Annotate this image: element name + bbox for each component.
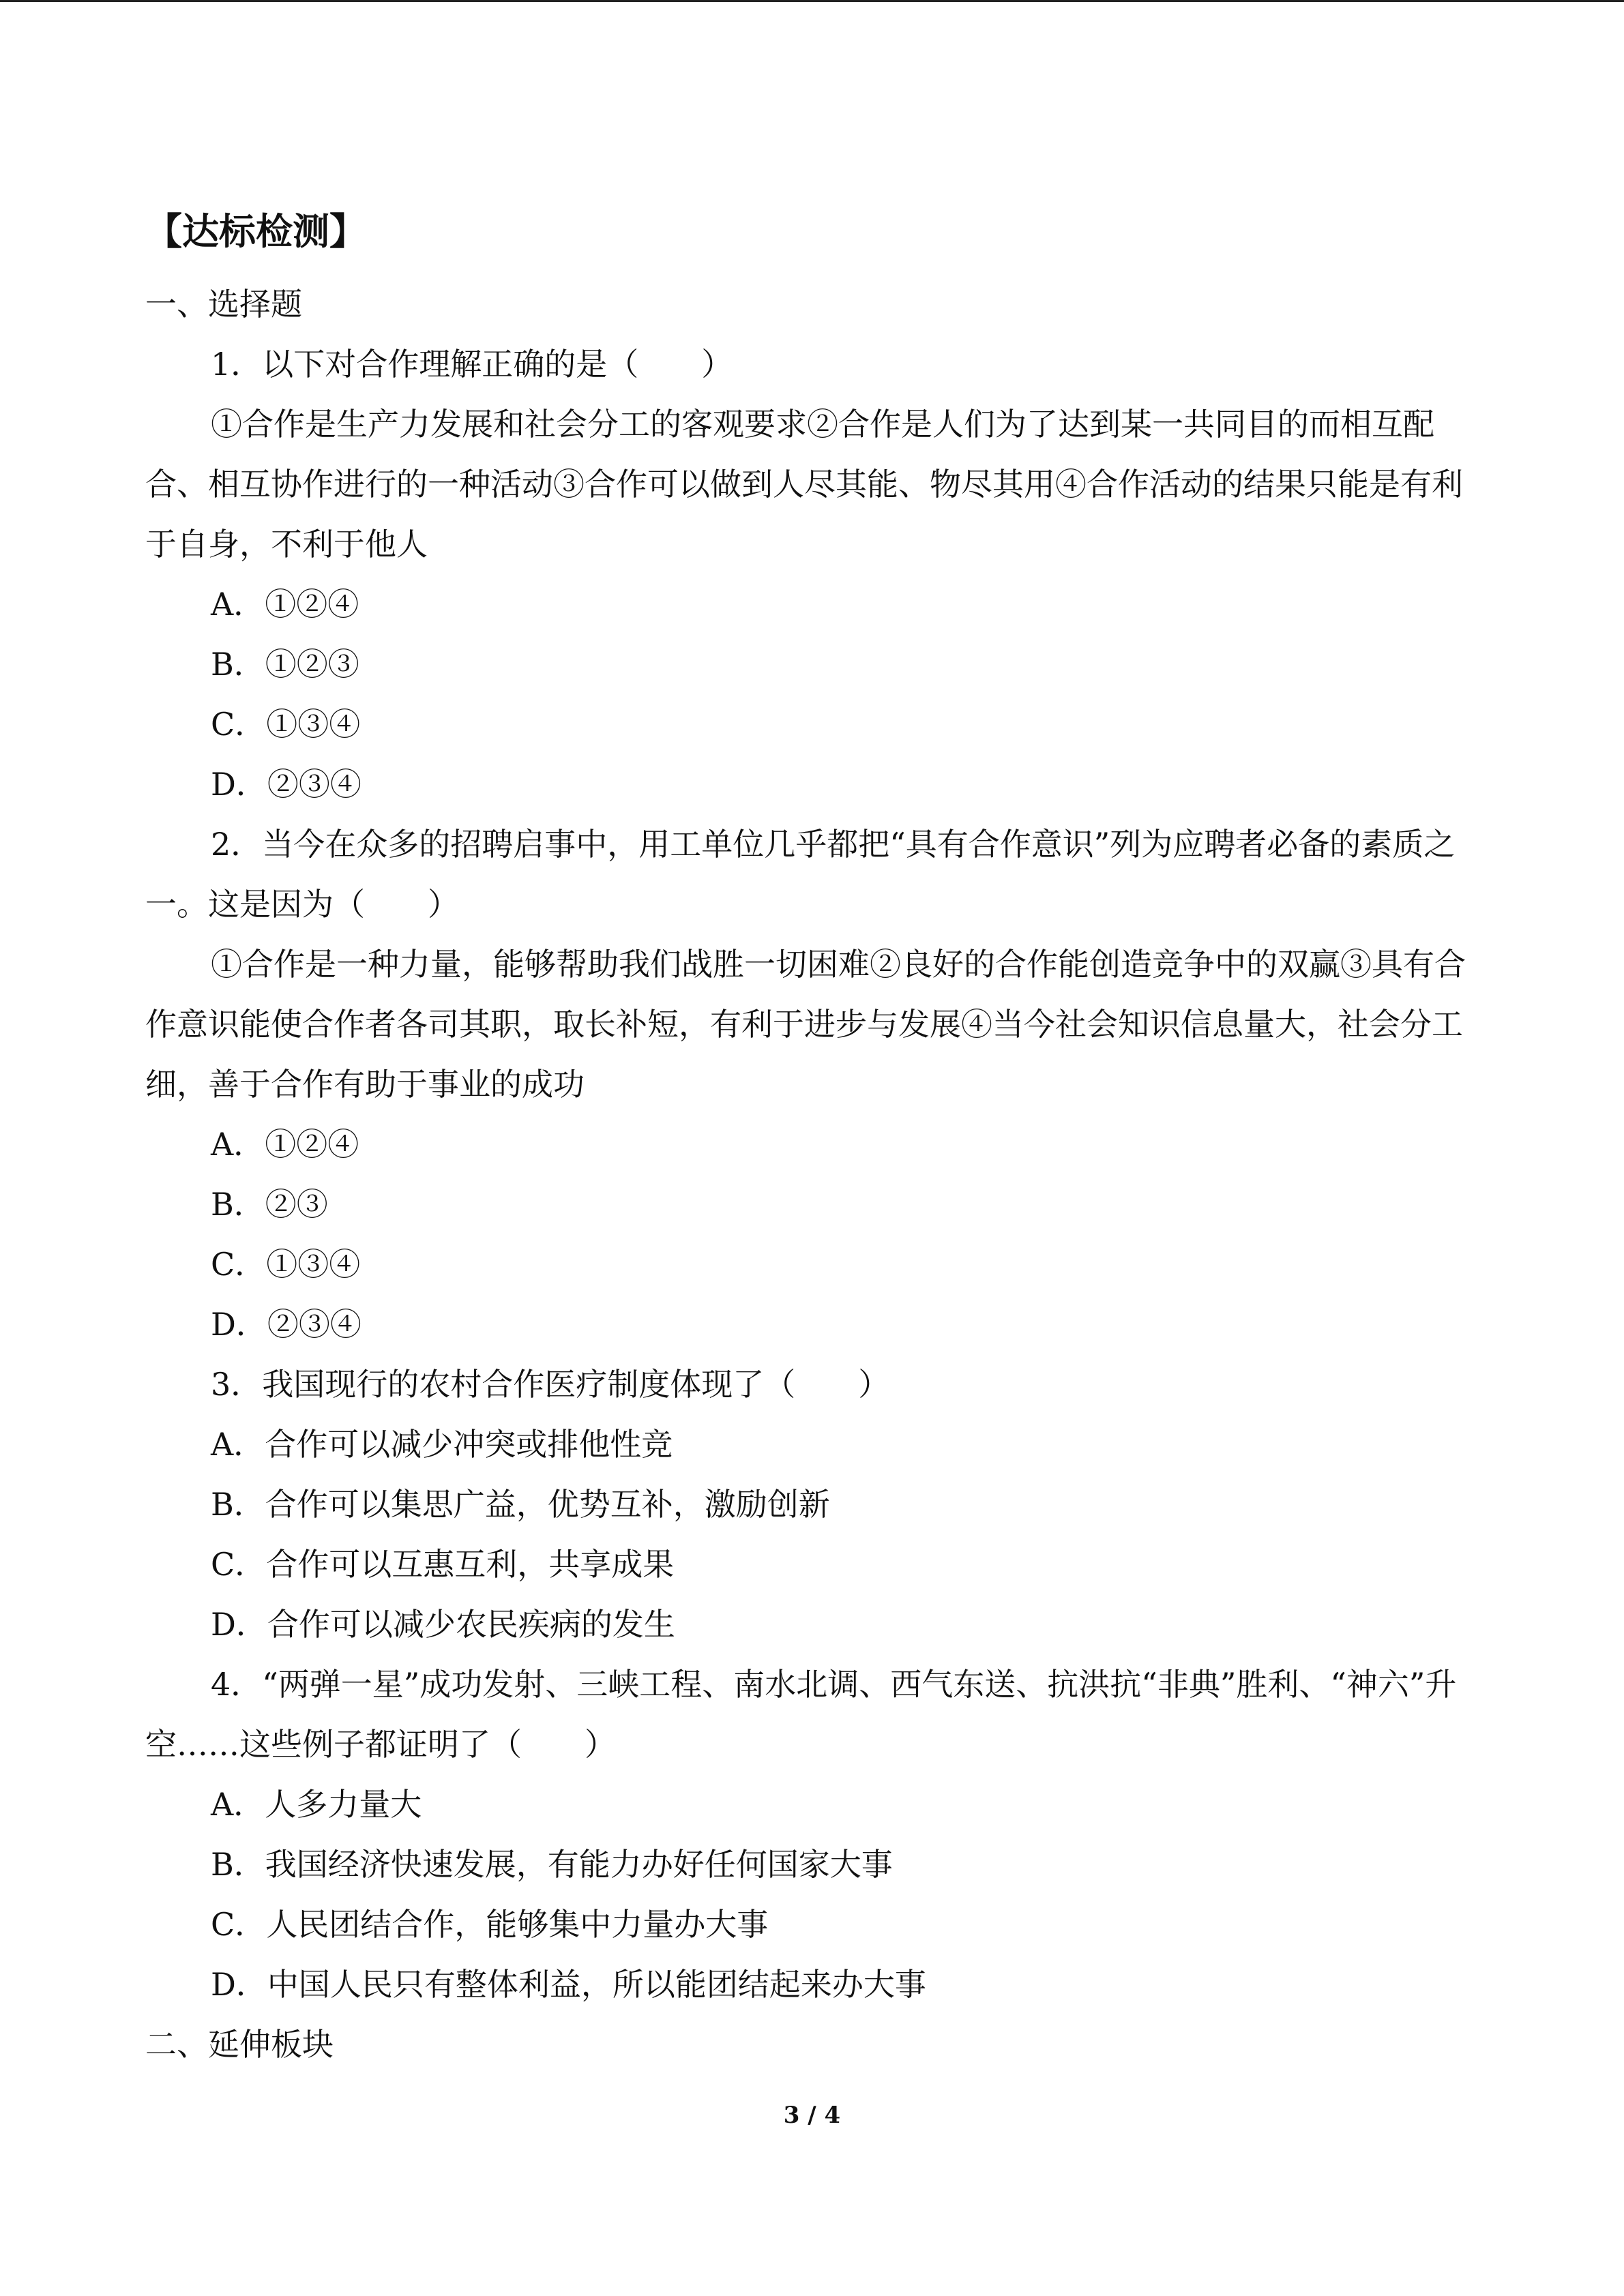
question-stem: 3．我国现行的农村合作医疗制度体现了（ ） <box>211 1366 890 1403</box>
question-stem: 1．以下对合作理解正确的是（ ） <box>211 346 733 383</box>
option-b: B．①②③ <box>211 646 359 683</box>
option-a: A．①②④ <box>211 1126 359 1163</box>
option-d: D．②③④ <box>211 766 361 803</box>
option-b: B．合作可以集思广益，优势互补，激励创新 <box>211 1486 830 1523</box>
part-heading-extension: 二、延伸板块 <box>145 2026 334 2063</box>
question-stem: 2．当今在众多的招聘启事中，用工单位几乎都把“具有合作意识”列为应聘者必备的素质之一。这是因为（ ） <box>145 826 1456 923</box>
section-title: 【达标检测】 <box>145 210 366 253</box>
option-a: A．①②④ <box>211 586 359 623</box>
option-c: C．人民团结合作，能够集中力量办大事 <box>211 1906 769 1943</box>
option-b: B．②③ <box>211 1186 328 1223</box>
question-3 <box>145 1354 1482 1654</box>
question-2 <box>145 814 1482 1354</box>
question-statements: ①合作是生产力发展和社会分工的客观要求②合作是人们为了达到某一共同目的而相互配合、相互协作进行的一种活动③合作可以做到人尽其能、物尽其用④合作活动的结果只能是有利于自身，不利于他人 <box>145 406 1463 563</box>
option-b: B．我国经济快速发展，有能力办好任何国家大事 <box>211 1846 893 1883</box>
page-top-border <box>0 0 1624 2</box>
option-d: D．中国人民只有整体利益，所以能团结起来办大事 <box>211 1966 926 2003</box>
document-content <box>145 205 1482 2074</box>
option-c: C．合作可以互惠互利，共享成果 <box>211 1546 675 1583</box>
question-stem: 4．“两弹一星”成功发射、三峡工程、南水北调、西气东送、抗洪抗“非典”胜利、“神六”升空……这些例子都证明了（ ） <box>145 1666 1457 1763</box>
question-4 <box>145 1654 1482 2014</box>
option-c: C．①③④ <box>211 1246 361 1283</box>
question-statements: ①合作是一种力量，能够帮助我们战胜一切困难②良好的合作能创造竞争中的双赢③具有合作意识能使合作者各司其职，取长补短，有利于进步与发展④当今社会知识信息量大，社会分工细，善于合作有助于事业的成功 <box>145 946 1466 1103</box>
option-c: C．①③④ <box>211 706 361 743</box>
option-a: A．人多力量大 <box>211 1786 422 1823</box>
option-d: D．合作可以减少农民疾病的发生 <box>211 1606 675 1643</box>
part-heading-multiple-choice: 一、选择题 <box>145 286 302 323</box>
option-d: D．②③④ <box>211 1306 361 1343</box>
page-number: 3 / 4 <box>783 2102 841 2129</box>
question-1 <box>145 334 1482 814</box>
option-a: A．合作可以减少冲突或排他性竞 <box>211 1426 673 1463</box>
